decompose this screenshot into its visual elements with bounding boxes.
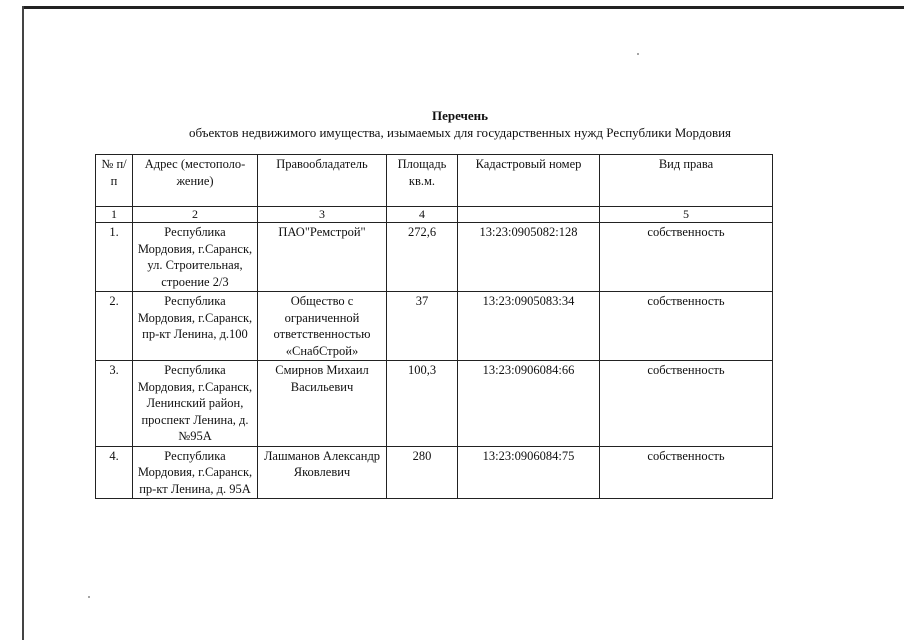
header-cell-area: Площадь кв.м. xyxy=(387,155,458,207)
row-cadastral: 13:23:0905083:34 xyxy=(458,292,600,361)
header-cell-owner: Правообладатель xyxy=(258,155,387,207)
column-number xyxy=(458,207,600,223)
row-owner: Лашманов Александр Яковлевич xyxy=(258,446,387,499)
document-title: Перечень xyxy=(431,108,489,123)
row-area: 37 xyxy=(387,292,458,361)
row-num: 3. xyxy=(96,361,133,447)
row-cadastral: 13:23:0906084:75 xyxy=(458,446,600,499)
row-cadastral: 13:23:0905082:128 xyxy=(458,223,600,292)
row-owner: ПАО"Ремстрой" xyxy=(258,223,387,292)
row-right: собственность xyxy=(600,446,773,499)
row-address: Республика Мордовия, г.Саранск, пр-кт Ленина, д. 95А xyxy=(133,446,258,499)
row-address: Республика Мордовия, г.Саранск, ул. Строительная, строение 2/3 xyxy=(133,223,258,292)
document-subtitle: объектов недвижимого имущества, изымаемых для государственных нужд Республики Мордовия xyxy=(188,125,732,140)
row-num: 4. xyxy=(96,446,133,499)
column-number-row xyxy=(96,207,773,223)
row-right: собственность xyxy=(600,292,773,361)
row-right: собственность xyxy=(600,223,773,292)
row-num: 2. xyxy=(96,292,133,361)
header-cell-cadastral: Кадастровый номер xyxy=(458,155,600,207)
row-area: 100,3 xyxy=(387,361,458,447)
row-address: Республика Мордовия, г.Саранск, пр-кт Ленина, д.100 xyxy=(133,292,258,361)
header-cell-right: Вид права xyxy=(600,155,773,207)
table-row xyxy=(96,361,773,447)
column-number: 2 xyxy=(133,207,258,223)
header-cell-address: Адрес (местополо-жение) xyxy=(133,155,258,207)
row-address: Республика Мордовия, г.Саранск, Ленинский район, проспект Ленина, д. №95А xyxy=(133,361,258,447)
table-header-row xyxy=(96,155,773,207)
table-row xyxy=(96,446,773,499)
scan-speck xyxy=(637,53,639,55)
table-row xyxy=(96,292,773,361)
column-number: 1 xyxy=(96,207,133,223)
table-row xyxy=(96,223,773,292)
row-area: 272,6 xyxy=(387,223,458,292)
scan-speck xyxy=(88,596,90,598)
scan-border-left xyxy=(22,6,24,640)
row-owner: Смирнов Михаил Васильевич xyxy=(258,361,387,447)
row-num: 1. xyxy=(96,223,133,292)
row-area: 280 xyxy=(387,446,458,499)
row-cadastral: 13:23:0906084:66 xyxy=(458,361,600,447)
property-table xyxy=(95,154,773,499)
scan-border-top xyxy=(22,6,904,9)
column-number: 5 xyxy=(600,207,773,223)
column-number: 3 xyxy=(258,207,387,223)
header-cell-num: № п/п xyxy=(96,155,133,207)
column-number: 4 xyxy=(387,207,458,223)
row-right: собственность xyxy=(600,361,773,447)
row-owner: Общество с ограниченной ответственностью «СнабСтрой» xyxy=(258,292,387,361)
